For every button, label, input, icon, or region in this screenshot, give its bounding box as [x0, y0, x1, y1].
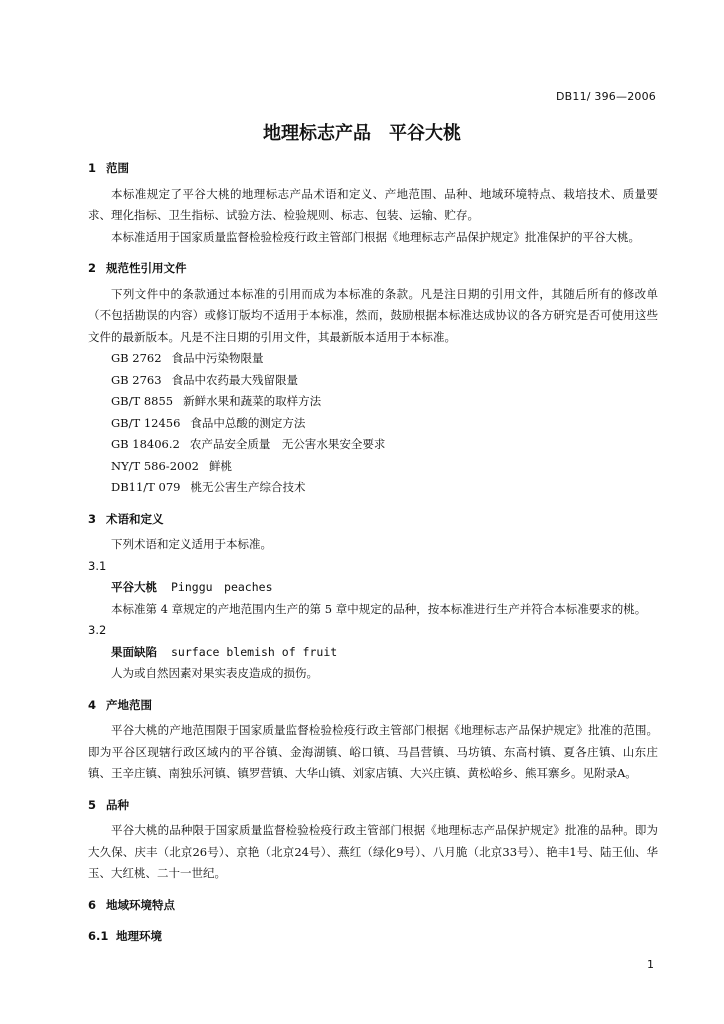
term-entry: 果面缺陷 surface blemish of fruit [111, 644, 338, 659]
term-definition: 本标准第 4 章规定的产地范围内生产的第 5 章中规定的品种，按本标准进行生产并符合本标准要求的桃。 [111, 601, 647, 616]
term-definition: 人为或自然因素对果实表皮造成的损伤。 [111, 666, 318, 680]
reference-item: GB/T 8855 新鲜水果和蔬菜的取样方法 [111, 394, 322, 408]
paragraph: 本标准适用于国家质量监督检验检疫行政主管部门根据《地理标志产品保护规定》批准保护的平谷大桃。 [111, 229, 640, 244]
reference-item: GB 18406.2 农产品安全质量 无公害水果安全要求 [111, 437, 386, 451]
page-number: 1 [647, 958, 654, 971]
section-heading-2: 2 规范性引用文件 [88, 261, 187, 275]
paragraph: 平谷大桃的产地范围限于国家质量监督检验检疫行政主管部门根据《地理标志产品保护规定》批准的范围。即为平谷区现辖行政区域内的平谷镇、金海湖镇、峪口镇、马昌营镇、马坊镇、东高村镇、夏各庄镇、山东庄镇、王辛庄镇、南独乐河镇、镇罗营镇、大华山镇、刘家店镇、大兴庄镇、黄松峪乡、熊耳寨乡。见附录A。 [88, 723, 658, 780]
section-heading-3: 3 术语和定义 [88, 511, 164, 526]
standard-code: DB11/ 396—2006 [555, 90, 656, 103]
subsection-heading-6-1: 6.1 地理环境 [88, 929, 162, 943]
term-number: 3.1 [88, 558, 107, 573]
section-heading-4: 4 产地范围 [88, 697, 152, 712]
term-entry: 平谷大桃 Pinggu peaches [111, 580, 273, 594]
term-number: 3.2 [88, 623, 107, 637]
reference-item: GB 2763 食品中农药最大残留限量 [111, 372, 299, 387]
section-heading-5: 5 品种 [88, 797, 129, 812]
reference-item: DB11/T 079 桃无公害生产综合技术 [111, 480, 306, 494]
title-part-1: 地理标志产品 [263, 123, 371, 144]
reference-item: NY/T 586-2002 鲜桃 [111, 458, 232, 473]
paragraph: 下列文件中的条款通过本标准的引用而成为本标准的条款。凡是注日期的引用文件，其随后所有的修改单（不包括勘误的内容）或修订版均不适用于本标准，然而，鼓励根据本标准达成协议的各方研究是否可使用这些文件的最新版本。凡是不注日期的引用文件，其最新版本适用于本标准。 [88, 286, 658, 344]
paragraph: 平谷大桃的品种限于国家质量监督检验检疫行政主管部门根据《地理标志产品保护规定》批准的品种。即为大久保、庆丰（北京26号）、京艳（北京24号）、燕红（绿化9号）、八月脆（北京33号）、艳丰1号、陆王仙、华玉、大红桃、二十一世纪。 [88, 823, 658, 880]
section-heading-1: 1 范围 [88, 161, 129, 175]
section-heading-6: 6 地域环境特点 [88, 897, 175, 912]
reference-item: GB/T 12456 食品中总酸的测定方法 [111, 415, 306, 430]
paragraph: 本标准规定了平谷大桃的地理标志产品术语和定义、产地范围、品种、地域环境特点、栽培技术、质量要求、理化指标、卫生指标、试验方法、检验规则、标志、包装、运输、贮存。 [88, 186, 658, 222]
title-part-2: 平谷大桃 [389, 123, 461, 144]
document-title [0, 119, 724, 145]
paragraph: 下列术语和定义适用于本标准。 [111, 537, 272, 551]
document-body [88, 158, 658, 948]
reference-item: GB 2762 食品中污染物限量 [111, 351, 264, 365]
